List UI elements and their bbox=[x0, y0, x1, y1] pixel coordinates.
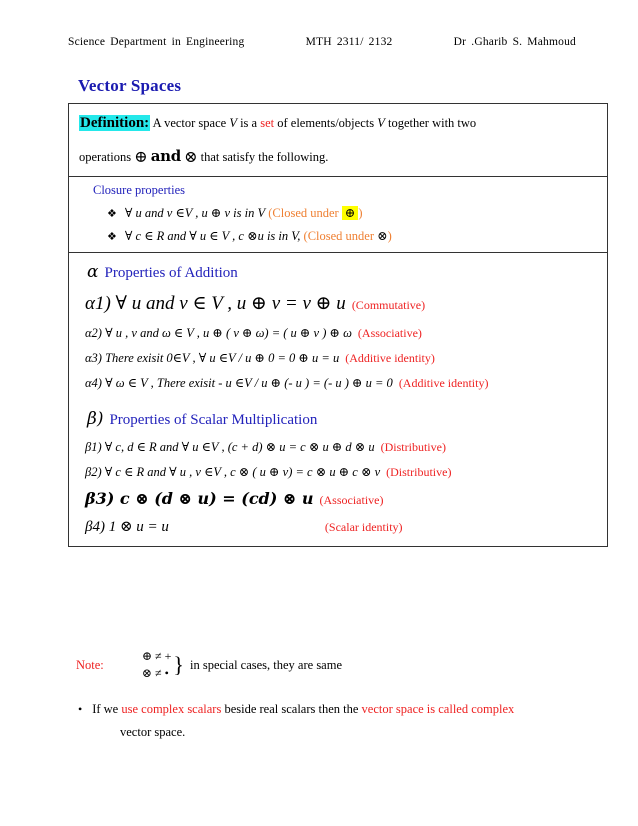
definition-label: Definition: bbox=[80, 115, 150, 131]
closure-item-2-text: ∀ c ∈ R and ∀ u ∈ V , c ⊗u is in V, bbox=[124, 228, 301, 243]
addition-axiom-1-label: α1) ∀ u and v ∈ V , u ⊕ v = v ⊕ u bbox=[85, 292, 346, 314]
closure-item-1-note: (Closed under bbox=[268, 205, 339, 220]
definition-symbol-v1: V bbox=[229, 116, 237, 130]
bullet-text-part-1: If we bbox=[92, 702, 122, 716]
addition-heading: Properties of Addition bbox=[104, 264, 238, 281]
round-bullet-icon: • bbox=[78, 702, 83, 716]
scalar-axiom-4-label: β4) 1 ⊗ u = u bbox=[85, 518, 169, 535]
closure-item-2 bbox=[107, 228, 597, 244]
addition-axiom-4-label: α4) ∀ ω ∈ V , There exisit - u ∈V / u ⊕ (- u ) = (- u ) ⊕ u = 0 bbox=[85, 375, 393, 390]
content-box bbox=[68, 103, 608, 547]
definition-keyword-set: set bbox=[260, 116, 275, 130]
addition-axiom-2-tag: (Associative) bbox=[357, 325, 422, 340]
definition-text-d: together with two bbox=[384, 116, 477, 130]
brace-icon: } bbox=[173, 652, 184, 678]
scalar-axiom-4-tag: (Scalar identity) bbox=[324, 519, 403, 534]
scalar-axiom-3-label: β3) c ⊗ (d ⊗ u) = (cd) ⊗ u bbox=[85, 488, 314, 508]
note-op-row-2: ⊗ ≠ • bbox=[142, 666, 169, 681]
addition-section bbox=[69, 252, 607, 546]
scalar-axiom-2-tag: (Distributive) bbox=[386, 464, 452, 479]
otimes-icon: ⊗ bbox=[184, 148, 198, 166]
note-op-row-1: ⊕ ≠ + bbox=[142, 649, 172, 663]
scalar-axiom-1-label: β1) ∀ c, d ∈ R and ∀ u ∈V , (c + d) ⊗ u = c ⊗ u ⊕ d ⊗ u bbox=[85, 439, 375, 454]
note-block bbox=[76, 648, 596, 683]
alpha-symbol: α bbox=[87, 261, 99, 282]
definition-symbol-v2: V bbox=[377, 116, 385, 130]
beta-symbol: β) bbox=[87, 408, 104, 429]
definition-text-tail: that satisfy the following. bbox=[197, 149, 329, 164]
definition-line-1 bbox=[79, 112, 597, 135]
closure-item-2-note: (Closed under bbox=[303, 228, 375, 243]
scalar-heading: Properties of Scalar Multiplication bbox=[109, 411, 318, 428]
definition-operations-text: operations bbox=[79, 149, 135, 164]
closure-item-1 bbox=[107, 205, 597, 221]
page-header bbox=[68, 36, 576, 48]
addition-axiom-3 bbox=[85, 350, 597, 366]
addition-axiom-2-label: α2) ∀ u , v and ω ∈ V , u ⊕ ( v ⊕ ω) = ( u ⊕ v ) ⊕ ω bbox=[85, 325, 352, 340]
note-tail-text: in special cases, they are same bbox=[189, 657, 342, 672]
closure-item-1-text: ∀ u and v ∈V , u ⊕ v is in bbox=[124, 205, 258, 220]
scalar-axiom-3 bbox=[85, 489, 597, 508]
page-title: Vector Spaces bbox=[78, 76, 182, 95]
header-department: Science Department in Engineering bbox=[68, 36, 245, 48]
scalar-axiom-1 bbox=[85, 439, 597, 455]
definition-text-b: is a bbox=[236, 116, 261, 130]
header-course-code: MTH 2311/ 2132 bbox=[305, 36, 393, 48]
diamond-bullet-icon: ❖ bbox=[107, 207, 117, 220]
scalar-axiom-3-tag: (Associative) bbox=[319, 492, 384, 507]
addition-axiom-4-tag: (Additive identity) bbox=[398, 375, 489, 390]
scalar-axiom-1-tag: (Distributive) bbox=[380, 439, 446, 454]
scalar-axiom-2 bbox=[85, 464, 597, 480]
addition-axiom-3-tag: (Additive identity) bbox=[345, 350, 435, 365]
note-row bbox=[76, 648, 596, 683]
closure-heading: Closure properties bbox=[93, 182, 185, 197]
scalar-axiom-4 bbox=[85, 517, 597, 536]
definition-line-2 bbox=[79, 147, 597, 167]
addition-axiom-4 bbox=[85, 375, 597, 391]
addition-axiom-1-tag: (Commutative) bbox=[351, 297, 426, 312]
header-instructor: Dr .Gharib S. Mahmoud bbox=[453, 36, 576, 48]
closure-item-1-paren: ) bbox=[358, 205, 363, 220]
definition-text-a: A vector space bbox=[152, 116, 230, 130]
oplus-icon: ⊕ bbox=[342, 206, 358, 220]
otimes-icon: ⊗ bbox=[377, 228, 388, 243]
bullet-text-part-2: beside real scalars then the bbox=[221, 702, 362, 716]
addition-axiom-3-label: α3) There exisit 0∈V , ∀ u ∈V / u ⊕ 0 = 0 ⊕ u = u bbox=[85, 350, 340, 365]
scalar-axiom-2-label: β2) ∀ c ∈ R and ∀ u , v ∈V , c ⊗ ( u ⊕ v) = c ⊗ u ⊕ c ⊗ v bbox=[85, 464, 381, 479]
definition-section bbox=[69, 104, 607, 176]
note-operator-pairs bbox=[142, 648, 171, 683]
bullet-highlight-2: vector space is called complex bbox=[361, 702, 515, 716]
closure-section bbox=[69, 176, 607, 252]
addition-axiom-1 bbox=[85, 292, 597, 315]
oplus-icon: ⊕ bbox=[134, 148, 148, 166]
closure-item-1-space: V bbox=[257, 205, 266, 220]
definition-and-word: and bbox=[150, 146, 181, 165]
addition-heading-row bbox=[87, 262, 597, 282]
addition-axiom-2 bbox=[85, 325, 597, 341]
scalar-heading-row bbox=[87, 409, 597, 429]
note-label: Note: bbox=[76, 657, 104, 672]
bullet-highlight-1: use complex scalars bbox=[121, 702, 222, 716]
bullet-text-part-3: vector space. bbox=[120, 725, 186, 740]
definition-text-c: of elements/objects bbox=[274, 116, 378, 130]
closure-item-2-paren: ) bbox=[387, 228, 392, 243]
complex-scalars-note bbox=[78, 698, 598, 744]
diamond-bullet-icon: ❖ bbox=[107, 230, 117, 243]
